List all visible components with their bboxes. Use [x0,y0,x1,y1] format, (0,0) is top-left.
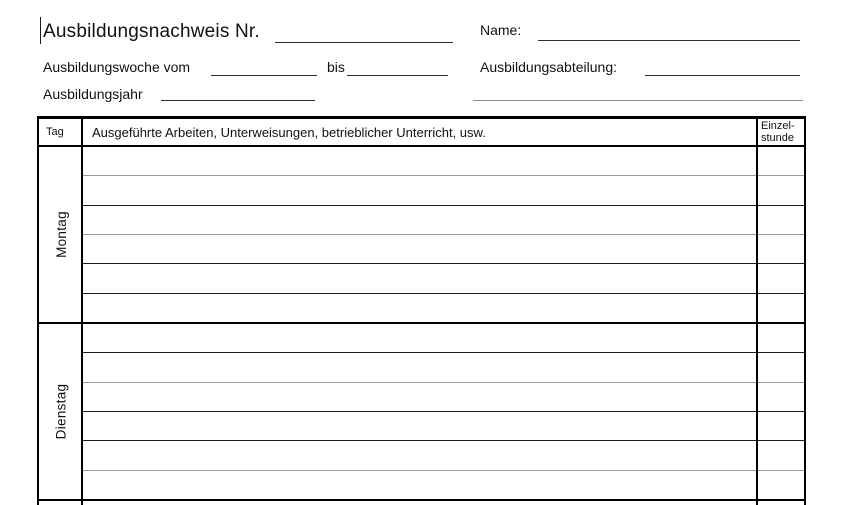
entry-hours-cell[interactable] [756,206,804,234]
entry-description-cell[interactable] [83,324,756,352]
entry-description-cell[interactable] [83,264,756,292]
day-rows [83,324,804,499]
training-year-label: Ausbildungsjahr [43,86,143,102]
text-cursor [40,17,41,44]
column-header-description: Ausgeführte Arbeiten, Unterweisungen, betrieblicher Unterricht, usw. [92,124,486,140]
day-section-montag [39,147,804,324]
entry-row [83,294,804,322]
entry-row [83,147,804,176]
entry-description-cell[interactable] [83,383,756,411]
column-header-hours-line1: Einzel- [761,120,795,132]
day-label: Dienstag [53,383,69,440]
entry-description-cell[interactable] [83,206,756,234]
entry-row [83,353,804,382]
entry-row [83,383,804,412]
unlabeled-field-line[interactable] [473,100,803,101]
entry-description-cell[interactable] [83,353,756,381]
column-header-hours-line2: stunde [761,132,795,144]
entry-hours-cell[interactable] [756,176,804,204]
week-to-field-line[interactable] [347,75,448,76]
week-from-label: Ausbildungswoche vom [43,59,191,75]
hours-column-divider [756,119,758,505]
page-title: Ausbildungsnachweis Nr. [43,21,260,42]
entry-row [83,471,804,499]
entry-description-cell[interactable] [83,176,756,204]
entry-description-cell[interactable] [83,235,756,263]
entry-description-cell[interactable] [83,441,756,469]
name-field-line[interactable] [538,40,800,41]
week-from-field-line[interactable] [211,75,317,76]
entry-hours-cell[interactable] [756,353,804,381]
entry-row [83,324,804,353]
entry-row [83,412,804,441]
table-header-row [39,119,804,147]
day-rows [83,147,804,322]
day-label: Montag [53,211,69,258]
name-label: Name: [480,22,522,38]
entry-hours-cell[interactable] [756,471,804,499]
column-header-day: Tag [46,126,64,138]
training-table [37,116,806,505]
department-field-line[interactable] [645,75,800,76]
entry-hours-cell[interactable] [756,383,804,411]
entry-hours-cell[interactable] [756,147,804,175]
entry-description-cell[interactable] [83,147,756,175]
day-column-divider [81,119,83,505]
entry-hours-cell[interactable] [756,264,804,292]
department-label: Ausbildungsabteilung: [480,59,617,75]
day-sections [39,147,804,501]
entry-hours-cell[interactable] [756,235,804,263]
entry-hours-cell[interactable] [756,441,804,469]
day-name-cell [39,324,83,499]
day-name-cell [39,147,83,322]
entry-hours-cell[interactable] [756,324,804,352]
day-section-dienstag [39,324,804,501]
entry-description-cell[interactable] [83,294,756,322]
entry-row [83,264,804,293]
training-year-field-line[interactable] [161,100,315,101]
entry-hours-cell[interactable] [756,294,804,322]
column-header-hours [756,119,804,145]
entry-row [83,235,804,264]
nr-field-line[interactable] [275,42,453,43]
week-to-label: bis [327,59,345,75]
entry-description-cell[interactable] [83,471,756,499]
entry-description-cell[interactable] [83,412,756,440]
entry-row [83,176,804,205]
entry-hours-cell[interactable] [756,412,804,440]
entry-row [83,441,804,470]
entry-row [83,206,804,235]
